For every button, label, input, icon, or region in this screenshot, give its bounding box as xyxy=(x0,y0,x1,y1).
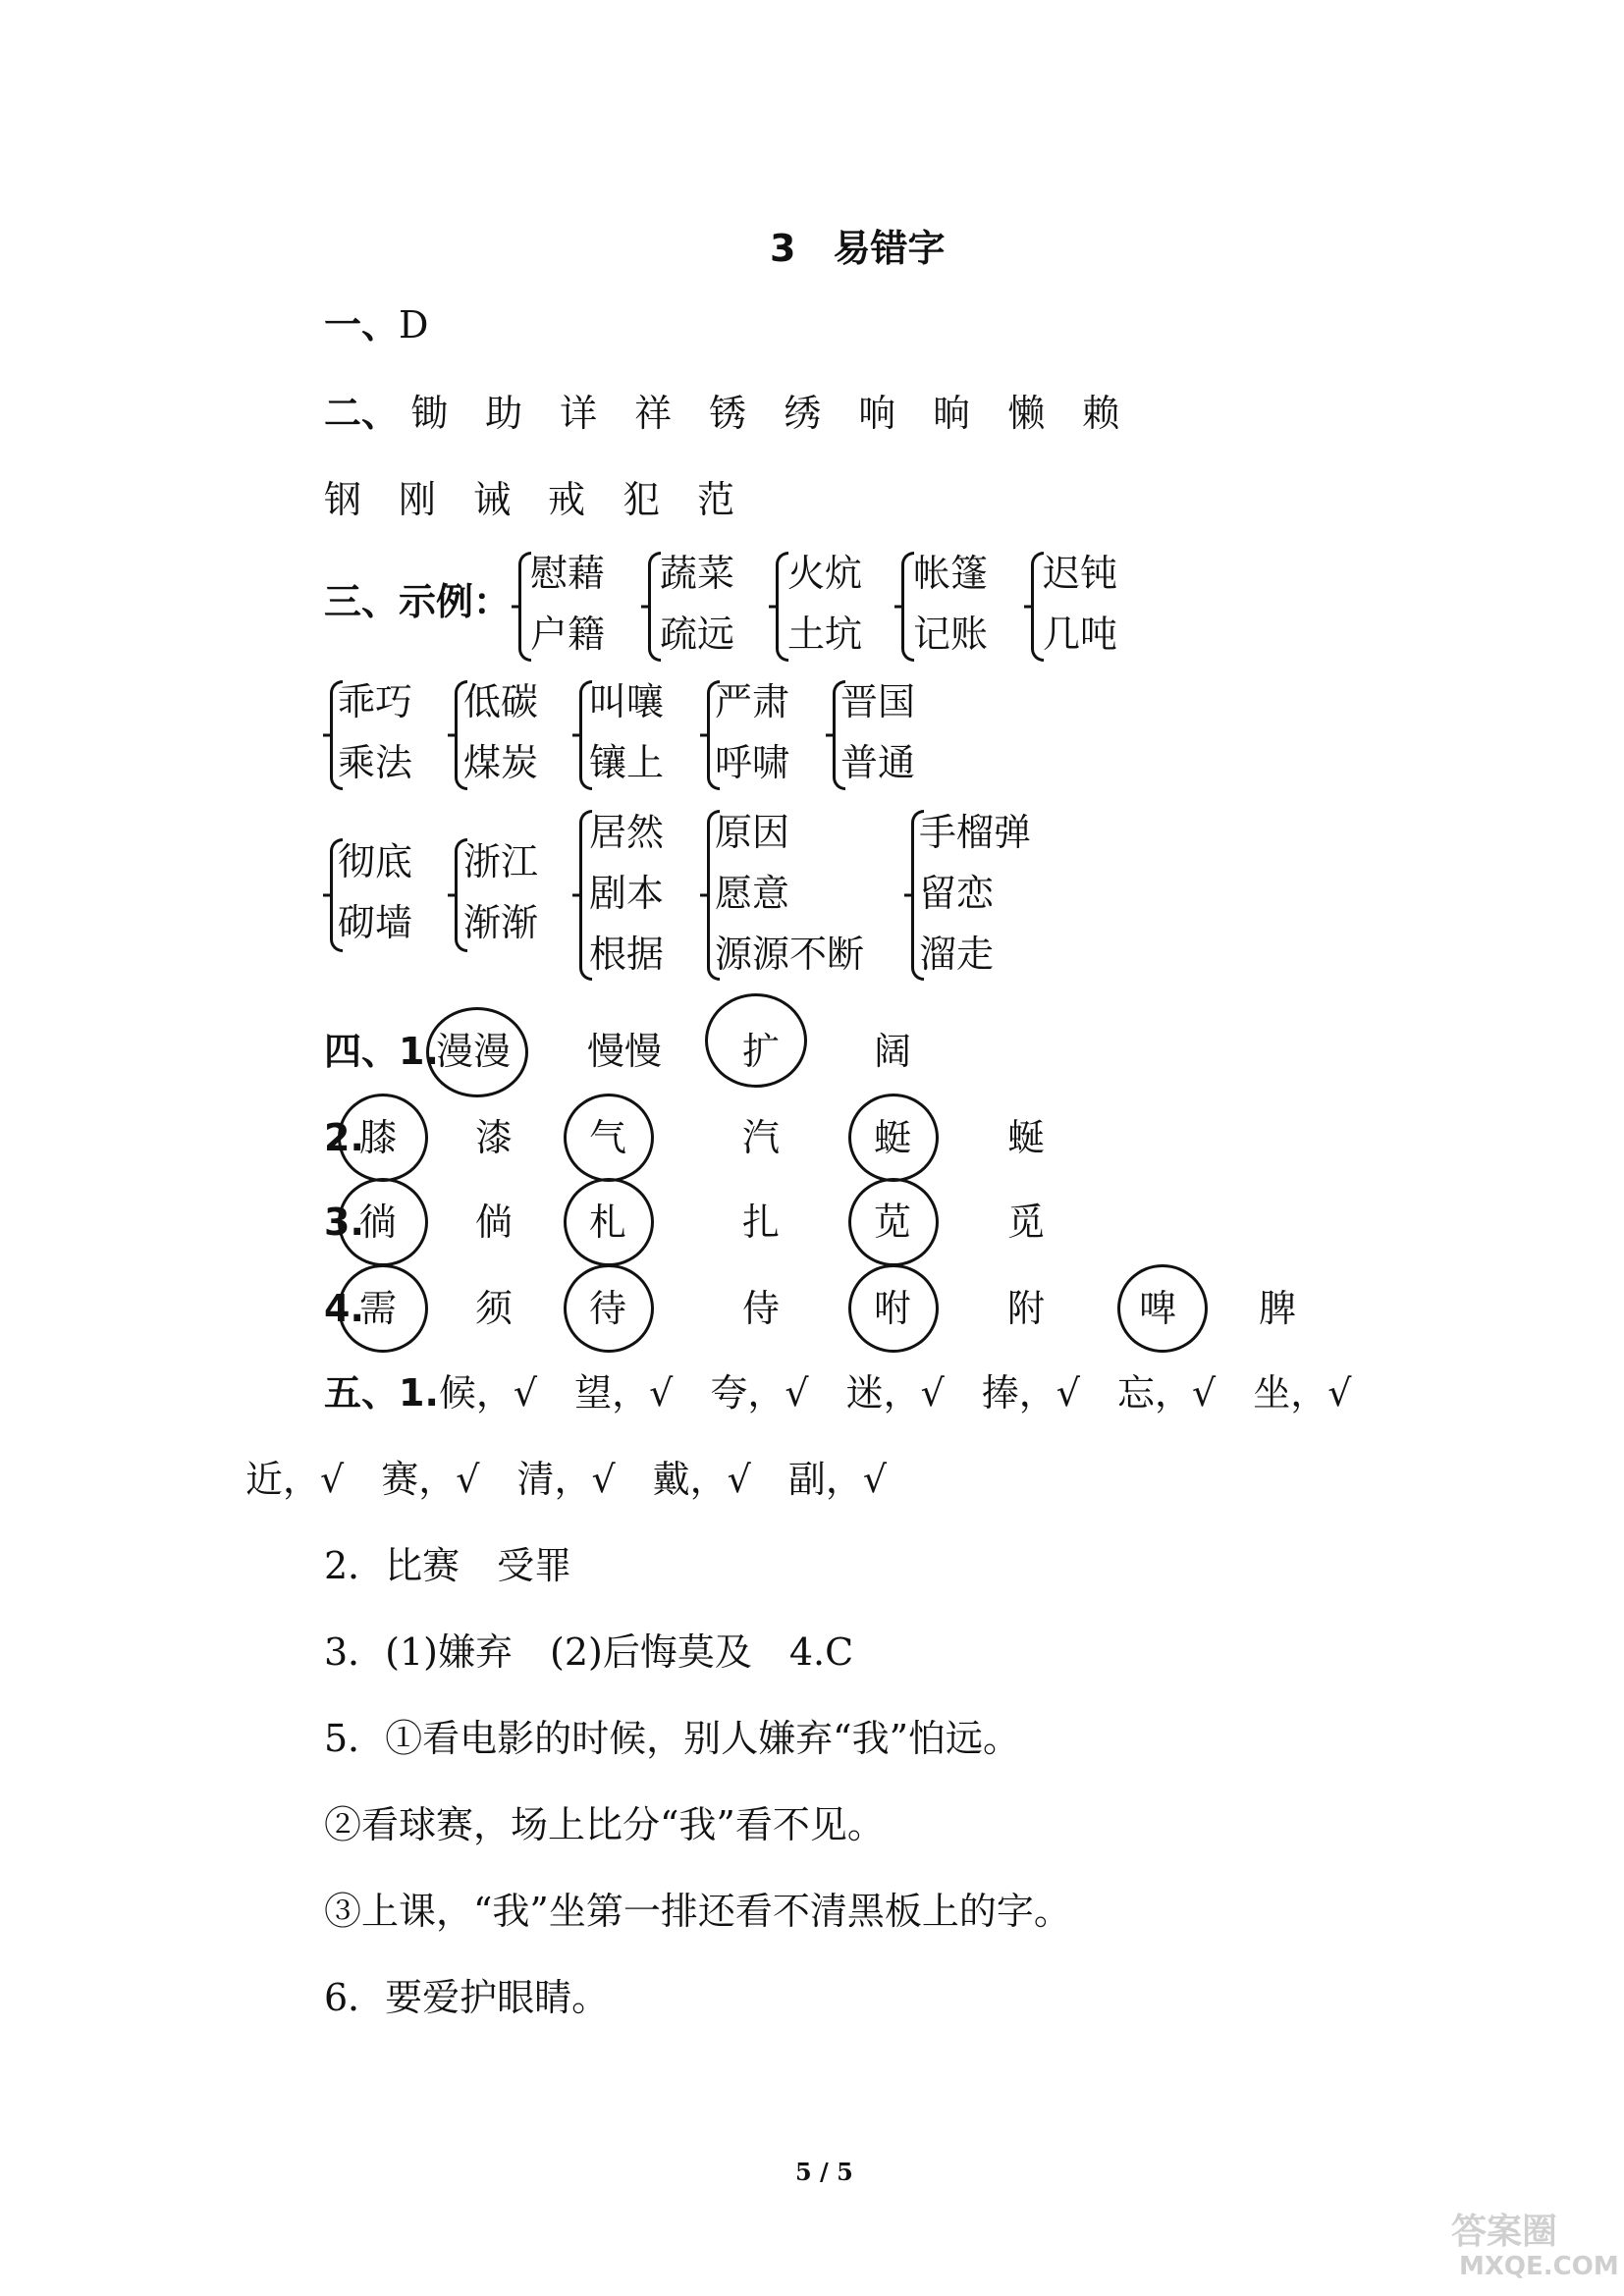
q4-item: 扩 xyxy=(742,1030,781,1073)
q2-char: 赖 xyxy=(1082,392,1120,435)
q5-item: 忘，√ xyxy=(1117,1371,1217,1415)
q4-item: 札 xyxy=(589,1201,627,1244)
q5-answer-3: 3．(1)嫌弃 (2)后悔莫及 4.C xyxy=(324,1630,854,1674)
q5-item: 赛，√ xyxy=(381,1458,480,1501)
q1-number: 一、 xyxy=(324,303,400,347)
q4-item: 待 xyxy=(589,1287,627,1330)
q4-item: 咐 xyxy=(874,1287,912,1330)
word: 砌墙 xyxy=(338,901,413,944)
circle-mark-icon xyxy=(338,1264,428,1353)
q4-row-number: 1. xyxy=(399,1030,439,1073)
watermark-url: MXQE.COM xyxy=(1459,2252,1619,2281)
word: 帐篷 xyxy=(913,552,989,595)
word: 浙江 xyxy=(463,840,539,883)
q2-char: 锄 xyxy=(410,392,449,435)
word: 溜走 xyxy=(919,933,995,976)
circle-mark-icon xyxy=(338,1178,428,1266)
q4-item: 扎 xyxy=(742,1201,781,1244)
circle-mark-icon xyxy=(564,1094,654,1182)
q4-item: 阔 xyxy=(874,1030,912,1073)
q4-item: 须 xyxy=(475,1287,514,1330)
q1-line xyxy=(324,302,428,347)
word: 彻底 xyxy=(338,840,413,883)
page-title: 3 易错字 xyxy=(770,227,946,270)
word: 普通 xyxy=(840,741,916,784)
q4-item: 漆 xyxy=(475,1116,514,1159)
circle-mark-icon xyxy=(338,1094,428,1182)
word: 蔬菜 xyxy=(660,552,735,595)
q2-char: 钢 xyxy=(324,478,362,521)
q5-sub-number: 1. xyxy=(399,1371,439,1415)
word: 居然 xyxy=(589,811,665,854)
q5-item: 夸，√ xyxy=(710,1371,809,1415)
q2-char: 祥 xyxy=(634,392,673,435)
q5-item: 坐，√ xyxy=(1253,1371,1352,1415)
q5-answer-6: 6．要爱护眼睛。 xyxy=(324,1976,610,2019)
circle-mark-icon xyxy=(1117,1264,1208,1353)
circle-mark-icon xyxy=(848,1178,939,1266)
q4-item: 啤 xyxy=(1139,1287,1177,1330)
q2-number: 二、 xyxy=(324,392,400,435)
q5-item: 戴，√ xyxy=(652,1458,751,1501)
q2-char: 助 xyxy=(485,392,523,435)
word: 愿意 xyxy=(715,872,790,915)
word: 手榴弹 xyxy=(919,811,1032,854)
word: 呼啸 xyxy=(715,741,790,784)
q5-line1 xyxy=(324,1370,1351,1415)
word: 火炕 xyxy=(787,552,863,595)
word: 留恋 xyxy=(919,872,995,915)
q2-char: 犯 xyxy=(623,478,661,521)
q5-answer-5-2: ②看球赛，场上比分“我”看不见。 xyxy=(324,1803,885,1846)
word: 乖巧 xyxy=(338,680,413,723)
q4-item: 徜 xyxy=(359,1201,398,1244)
q4-row-number: 2. xyxy=(324,1116,364,1159)
word: 慰藉 xyxy=(530,552,606,595)
q4-item: 汽 xyxy=(742,1116,781,1159)
q4-item: 附 xyxy=(1007,1287,1046,1330)
q2-char: 戒 xyxy=(548,478,586,521)
q4-item: 觅 xyxy=(1007,1201,1046,1244)
word: 叫嚷 xyxy=(589,680,665,723)
q4-item: 蜓 xyxy=(874,1116,912,1159)
q4-item: 膝 xyxy=(359,1116,398,1159)
q2-char: 刚 xyxy=(399,478,437,521)
q5-item: 捧，√ xyxy=(981,1371,1080,1415)
q4-item: 需 xyxy=(359,1287,398,1330)
word: 几吨 xyxy=(1043,613,1118,656)
q5-line2 xyxy=(245,1457,887,1502)
q3-label xyxy=(324,579,511,624)
q5-item: 副，√ xyxy=(787,1458,888,1501)
circle-mark-icon xyxy=(848,1264,939,1353)
circle-mark-icon xyxy=(426,1007,528,1097)
q4-row-number: 3. xyxy=(324,1201,364,1244)
q5-number: 五、 xyxy=(324,1371,400,1415)
q5-answer-5-1: 5．①看电影的时候，别人嫌弃“我”怕远。 xyxy=(324,1717,1021,1760)
word: 剧本 xyxy=(589,872,665,915)
word: 煤炭 xyxy=(463,741,539,784)
q2-char: 懒 xyxy=(1007,392,1046,435)
circle-mark-icon xyxy=(705,993,807,1088)
word: 渐渐 xyxy=(463,901,539,944)
q2-char: 晌 xyxy=(933,392,971,435)
q4-item: 漫漫 xyxy=(436,1030,512,1073)
word: 迟钝 xyxy=(1043,552,1118,595)
word: 严肃 xyxy=(715,680,790,723)
word: 原因 xyxy=(715,811,790,854)
word: 户籍 xyxy=(530,613,606,656)
watermark-logo: 答案圈 xyxy=(1451,2212,1558,2252)
q5-answer-2: 2．比赛 受罪 xyxy=(324,1544,572,1587)
q4-item: 蜒 xyxy=(1007,1116,1046,1159)
q5-item: 近，√ xyxy=(245,1458,345,1501)
q2-char: 锈 xyxy=(709,392,747,435)
q4-row-number: 4. xyxy=(324,1287,364,1330)
circle-mark-icon xyxy=(848,1094,939,1182)
word: 疏远 xyxy=(660,613,735,656)
word: 记账 xyxy=(913,613,989,656)
q2-char: 范 xyxy=(697,478,735,521)
q1-answer: D xyxy=(399,303,429,347)
q4-item: 气 xyxy=(589,1116,627,1159)
q2-line1 xyxy=(324,391,1119,436)
page-number: 5 / 5 xyxy=(795,2158,853,2186)
q5-item: 迷，√ xyxy=(845,1371,945,1415)
q4-item: 侍 xyxy=(742,1287,781,1330)
q2-char: 诫 xyxy=(473,478,512,521)
circle-mark-icon xyxy=(564,1264,654,1353)
word: 源源不断 xyxy=(715,933,865,976)
q2-char: 响 xyxy=(858,392,896,435)
q2-line2 xyxy=(324,477,734,522)
q5-item: 望，√ xyxy=(574,1371,674,1415)
word: 镶上 xyxy=(589,741,665,784)
q4-number: 四、 xyxy=(324,1030,400,1073)
q4-item: 苋 xyxy=(874,1201,912,1244)
q4-item: 脾 xyxy=(1259,1287,1297,1330)
q2-char: 绣 xyxy=(784,392,822,435)
word: 根据 xyxy=(589,933,665,976)
word: 晋国 xyxy=(840,680,916,723)
q3-label-text: 三、示例： xyxy=(324,580,512,623)
q5-answer-5-3: ③上课，“我”坐第一排还看不清黑板上的字。 xyxy=(324,1890,1071,1933)
q4-item: 慢慢 xyxy=(587,1030,663,1073)
circle-mark-icon xyxy=(564,1178,654,1266)
q5-item: 候，√ xyxy=(438,1371,538,1415)
word: 土坑 xyxy=(787,613,863,656)
q5-item: 清，√ xyxy=(516,1458,616,1501)
q4-item: 倘 xyxy=(475,1201,514,1244)
q2-char: 详 xyxy=(560,392,598,435)
word: 低碳 xyxy=(463,680,539,723)
word: 乘法 xyxy=(338,741,413,784)
